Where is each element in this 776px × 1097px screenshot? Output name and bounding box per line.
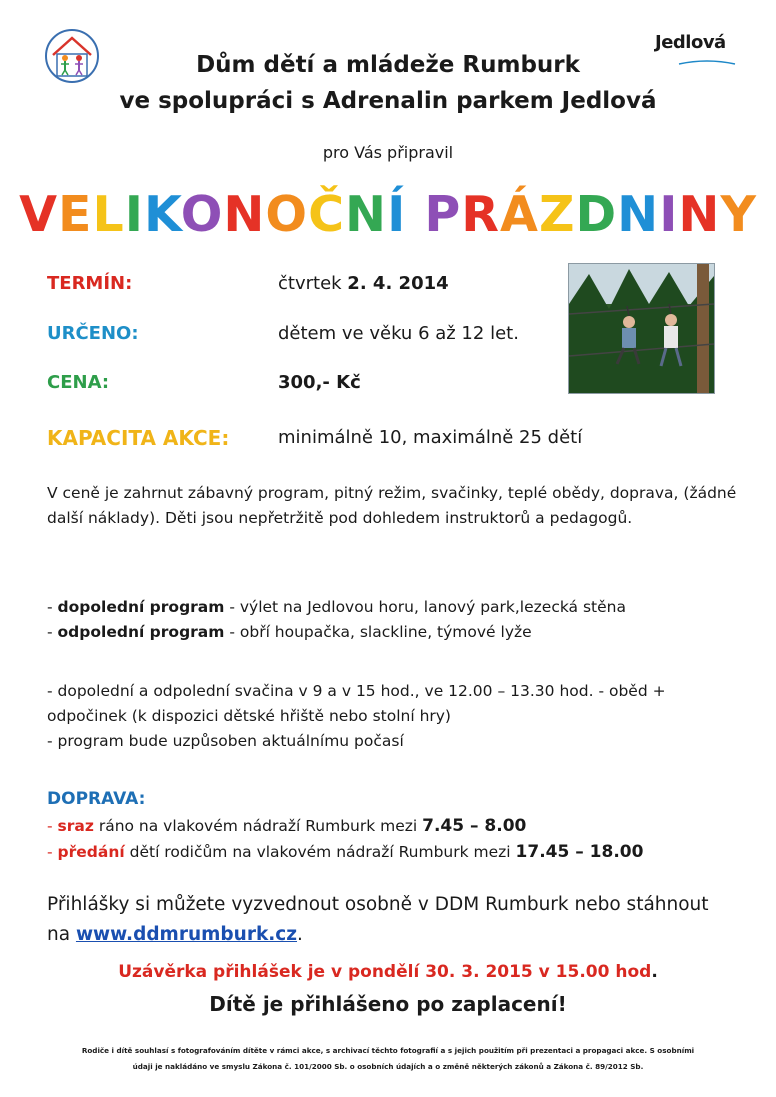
afternoon-program-label: odpolední program — [57, 623, 225, 641]
paid-note: Dítě je přihlášeno po zaplacení! — [209, 992, 567, 1016]
title-letter: N — [345, 186, 388, 243]
kids-on-rope-course-image — [569, 264, 714, 393]
footer-line-1: Rodiče i dítě souhlasí s fotografováním dítěte v rámci akce, s archivací těchto fotografií a s jejich použitím při prezentaci a propagaci akce. S osobními — [81, 1046, 695, 1055]
snacks-line-1: - dopolední a odpolední svačina v 9 a v 15 hod., ve 12.00 – 13.30 hod. - oběd + — [47, 682, 666, 700]
signup-dot: . — [297, 924, 303, 945]
transport-heading: DOPRAVA: — [47, 789, 146, 809]
transport-dash-2: - — [47, 843, 58, 861]
jedlova-logo-text: Jedlová — [655, 32, 726, 53]
signup-line-2 — [47, 924, 303, 945]
morning-dash: - — [47, 598, 58, 616]
afternoon-program — [47, 623, 532, 641]
morning-program-text: - výlet na Jedlovou horu, lanový park,lezecká stěna — [224, 598, 626, 616]
urceno-label: URČENO: — [47, 323, 139, 344]
title-letter: N — [617, 186, 660, 243]
event-title — [0, 186, 776, 243]
org-line-2: ve spolupráci s Adrenalin parkem Jedlová — [119, 88, 657, 114]
footer-line-2: údaji je nakládáno ve smyslu Zákona č. 101/2000 Sb. o osobních údajích a o změně některých zákonů a Zákona č. 89/2012 Sb. — [132, 1062, 644, 1071]
title-letter: I — [659, 186, 679, 243]
ddm-website-link[interactable]: www.ddmrumburk.cz — [75, 924, 298, 945]
snacks-line-2: odpočinek (k dispozici dětské hřiště nebo stolní hry) — [47, 707, 451, 725]
predani-text: dětí rodičům na vlakovém nádraží Rumburk mezi — [124, 843, 516, 861]
title-letter: L — [92, 186, 125, 243]
sraz-text: ráno na vlakovém nádraží Rumburk mezi — [93, 817, 423, 835]
transport-dash-1: - — [47, 817, 58, 835]
deadline-notice — [0, 962, 776, 982]
kapacita-label: KAPACITA AKCE: — [47, 426, 230, 450]
cena-label: CENA: — [47, 372, 110, 393]
termin-date: 2. 4. 2014 — [347, 273, 449, 294]
sraz-time: 7.45 – 8.00 — [422, 816, 527, 836]
title-letter: I — [124, 186, 144, 243]
title-letter: P — [424, 186, 462, 243]
title-letter: Č — [308, 186, 346, 243]
title-letter — [406, 186, 424, 243]
weather-line: - program bude uzpůsoben aktuálnímu počasí — [47, 732, 404, 750]
afternoon-dash: - — [47, 623, 58, 641]
predani-label: předání — [57, 843, 125, 861]
ropes-park-photo — [568, 263, 715, 394]
title-letter: K — [143, 186, 181, 243]
predani-time: 17.45 – 18.00 — [515, 842, 644, 862]
transport-line-2 — [47, 842, 643, 862]
termin-weekday: čtvrtek — [278, 273, 348, 294]
title-letter: N — [223, 186, 266, 243]
title-letter: E — [58, 186, 93, 243]
prepared-line: pro Vás připravil — [322, 143, 454, 162]
org-line-1: Dům dětí a mládeže Rumburk — [196, 52, 580, 78]
morning-program — [47, 598, 626, 616]
title-letter: D — [575, 186, 618, 243]
deadline-dot: . — [651, 962, 658, 982]
title-letter: V — [19, 186, 59, 243]
title-letter: Y — [720, 186, 757, 243]
title-letter: R — [461, 186, 501, 243]
title-letter: Í — [387, 186, 407, 243]
termin-label: TERMÍN: — [47, 273, 133, 294]
title-letter: O — [265, 186, 309, 243]
urceno-value: dětem ve věku 6 až 12 let. — [278, 323, 519, 344]
signup-na: na — [47, 924, 76, 945]
kapacita-value: minimálně 10, maximálně 25 dětí — [278, 427, 583, 448]
termin-value — [278, 273, 449, 294]
title-letter: Á — [500, 186, 539, 243]
deadline-text: Uzávěrka přihlášek je v pondělí 30. 3. 2015 v 15.00 hod — [118, 962, 652, 982]
title-letter: O — [180, 186, 224, 243]
price-includes-text: V ceně je zahrnut zábavný program, pitný režim, svačinky, teplé obědy, doprava, (žádné další náklady). Děti jsou nepřetržitě pod dohledem instruktorů a pedagogů. — [47, 484, 737, 527]
transport-line-1 — [47, 816, 526, 836]
sraz-label: sraz — [57, 817, 94, 835]
cena-value: 300,- Kč — [278, 372, 361, 393]
signup-line-1: Přihlášky si můžete vyzvednout osobně v DDM Rumburk nebo stáhnout — [47, 894, 709, 915]
morning-program-label: dopolední program — [57, 598, 225, 616]
title-letter: Z — [538, 186, 576, 243]
afternoon-program-text: - obří houpačka, slackline, týmové lyže — [224, 623, 532, 641]
title-letter: N — [678, 186, 721, 243]
